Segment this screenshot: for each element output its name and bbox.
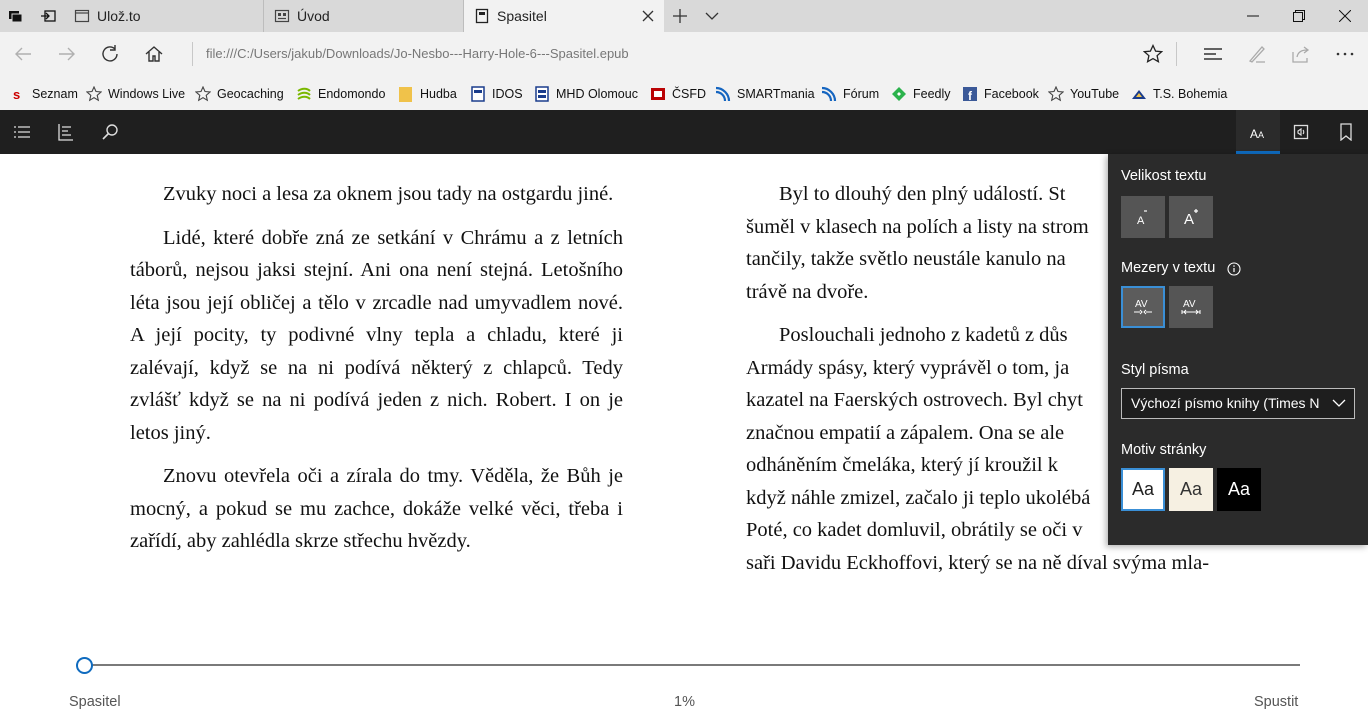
close-tab-icon[interactable] bbox=[640, 8, 656, 24]
mhd-icon bbox=[534, 86, 550, 102]
endomondo-icon bbox=[296, 86, 312, 102]
narrow-spacing-button[interactable] bbox=[1121, 286, 1165, 328]
decrease-text-size-button[interactable] bbox=[1121, 196, 1165, 238]
feedly-icon bbox=[891, 86, 907, 102]
smartmania-icon bbox=[715, 86, 731, 102]
svg-text:AV: AV bbox=[1135, 299, 1148, 310]
favorite-forum[interactable]: Fórum bbox=[821, 85, 879, 103]
favorite-youtube[interactable]: YouTube bbox=[1048, 85, 1119, 103]
theme-dark-button[interactable]: Aa bbox=[1217, 468, 1261, 511]
tab-uvod[interactable] bbox=[264, 0, 464, 32]
facebook-icon bbox=[962, 86, 978, 102]
text-line: trávě na dvoře. bbox=[746, 280, 869, 303]
favorite-button[interactable] bbox=[1138, 39, 1168, 69]
book-title-label: Spasitel bbox=[69, 694, 121, 710]
set-aside-tabs-icon[interactable] bbox=[40, 8, 56, 24]
close-window-button[interactable] bbox=[1322, 0, 1368, 32]
svg-text:A: A bbox=[1250, 127, 1259, 141]
favorite-geocaching[interactable]: Geocaching bbox=[195, 85, 284, 103]
text-spacing-heading: Mezery v textu bbox=[1121, 260, 1216, 276]
smartmania-icon bbox=[821, 86, 837, 102]
svg-text:A: A bbox=[1184, 211, 1195, 228]
spacing-narrow-icon bbox=[1131, 295, 1155, 319]
forward-arrow-icon bbox=[57, 44, 77, 64]
paragraph: Lidé, které dobře zná ze setkání v Chrámu a z letních táborů, nejsou jaksi stejní. Ani ona není stejná. Letošního léta jsou její obličej a tělo v zrcadle nad umyvadlem nové. A její pocity, ty podivné vlny tepla a chladu, které ji zalévají, když se na ni podívá některý z chlapců. Tedy zvlášť když se na ni podívá jeden z nich. Robert. I on je letos jiný. bbox=[130, 226, 623, 444]
text-line: Byl to dlouhý den plný událostí. St bbox=[779, 183, 1066, 205]
reading-options-panel bbox=[1108, 154, 1368, 545]
folder-icon bbox=[398, 86, 414, 102]
favorite-ts-bohemia[interactable]: T.S. Bohemia bbox=[1131, 85, 1227, 103]
text-decrease-icon bbox=[1131, 205, 1155, 229]
left-column bbox=[130, 178, 623, 569]
spacing-wide-icon bbox=[1179, 295, 1203, 319]
author-label: Spustit bbox=[1254, 694, 1299, 710]
minimize-icon bbox=[1247, 10, 1259, 22]
favorite-endomondo[interactable]: Endomondo bbox=[296, 85, 385, 103]
info-icon[interactable] bbox=[1227, 262, 1241, 276]
address-input[interactable]: file:///C:/Users/jakub/Downloads/Jo-Nesbo---Harry-Hole-6---Spasitel.epub bbox=[206, 46, 629, 61]
hub-icon bbox=[1203, 44, 1223, 64]
theme-light-button[interactable]: Aa bbox=[1121, 468, 1165, 511]
text-increase-icon bbox=[1179, 205, 1203, 229]
forward-button[interactable] bbox=[52, 39, 82, 69]
text-line: Poté, co kadet domluvil, obrátily se oči v bbox=[746, 519, 1083, 541]
list-icon bbox=[13, 123, 31, 141]
svg-text:s: s bbox=[13, 87, 21, 102]
text-line: tančily, takže světlo neustále kanulo na bbox=[746, 248, 1066, 270]
refresh-button[interactable] bbox=[95, 39, 125, 69]
favorite-seznam[interactable]: s Seznam bbox=[10, 85, 78, 103]
progress-percent: 1% bbox=[674, 694, 695, 710]
text-line: Armády spásy, který vyprávěl o tom, ja bbox=[746, 356, 1070, 379]
csfd-icon bbox=[650, 86, 666, 102]
favorite-facebook[interactable]: f Facebook bbox=[962, 85, 1039, 103]
increase-text-size-button[interactable] bbox=[1169, 196, 1213, 238]
chevron-down-icon[interactable] bbox=[704, 8, 720, 24]
tab-title: Spasitel bbox=[497, 8, 547, 24]
progress-slider-handle[interactable] bbox=[76, 657, 93, 674]
refresh-icon bbox=[100, 44, 120, 64]
progress-track[interactable] bbox=[78, 664, 1300, 666]
new-tab-icon[interactable] bbox=[672, 8, 688, 24]
restore-icon bbox=[1293, 10, 1305, 22]
tab-strip bbox=[0, 0, 1368, 32]
favorite-csfd[interactable]: ČSFD bbox=[650, 85, 706, 103]
reader-icon bbox=[274, 8, 290, 24]
idos-icon bbox=[470, 86, 486, 102]
divider bbox=[1176, 42, 1177, 66]
favorite-windows-live[interactable]: Windows Live bbox=[86, 85, 185, 103]
paragraph: Znovu otevřela oči a zírala do tmy. Věděla, že Bůh je mocný, a pokud se mu zachce, dokáže velké věci, třeba i zařídí, aby zahlédla skrze střechu hvězdy. bbox=[130, 465, 623, 552]
text-line: odháněním čmeláka, který jí kroužil k bbox=[746, 454, 1058, 476]
font-style-heading: Styl písma bbox=[1121, 362, 1189, 378]
read-aloud-button[interactable] bbox=[1280, 110, 1324, 154]
tab-ulozto[interactable] bbox=[64, 0, 264, 32]
text-line: saři Davidu Eckhoffovi, který se na ně díval svýma mla- bbox=[746, 551, 1210, 574]
tab-preview-icon[interactable] bbox=[8, 8, 24, 24]
minimize-button[interactable] bbox=[1230, 0, 1276, 32]
favorites-bar bbox=[0, 76, 1368, 110]
favorite-mhd-olomouc[interactable]: MHD Olomouc bbox=[534, 85, 638, 103]
share-icon bbox=[1291, 44, 1311, 64]
star-outline-icon bbox=[195, 86, 211, 102]
reader-toolbar bbox=[0, 110, 1368, 154]
theme-sepia-button[interactable]: Aa bbox=[1169, 468, 1213, 511]
page-theme-heading: Motiv stránky bbox=[1121, 442, 1207, 458]
text-options-button[interactable] bbox=[1236, 110, 1280, 154]
back-arrow-icon bbox=[13, 44, 33, 64]
text-line: Poslouchali jednoho z kadetů z důs bbox=[779, 324, 1068, 346]
font-style-value: Výchozí písmo knihy (Times N bbox=[1131, 395, 1320, 411]
close-icon bbox=[1339, 10, 1351, 22]
text-line: značnou empatií a zápalem. Ona se ale bbox=[746, 421, 1065, 444]
tab-title: Úvod bbox=[297, 8, 330, 24]
star-icon bbox=[1143, 44, 1163, 64]
paragraph: Zvuky noci a lesa za oknem jsou tady na ostgardu jiné. bbox=[163, 183, 614, 205]
text-line: když náhle zmizel, začalo ji teplo ukolébá bbox=[746, 486, 1091, 509]
svg-text:A: A bbox=[1258, 130, 1265, 140]
search-button[interactable] bbox=[88, 110, 132, 154]
more-button[interactable] bbox=[1330, 39, 1360, 69]
favorite-hudba[interactable]: Hudba bbox=[398, 85, 457, 103]
favorite-feedly[interactable]: Feedly bbox=[891, 85, 951, 103]
seznam-icon bbox=[10, 86, 26, 102]
font-style-select[interactable] bbox=[1121, 388, 1355, 419]
text-size-icon bbox=[1249, 123, 1267, 141]
navigation-bar bbox=[0, 32, 1368, 76]
svg-text:f: f bbox=[968, 89, 972, 102]
contents-button[interactable] bbox=[0, 110, 44, 154]
star-outline-icon bbox=[1048, 86, 1064, 102]
svg-text:A: A bbox=[1137, 215, 1145, 227]
add-bookmark-button[interactable] bbox=[1324, 110, 1368, 154]
wide-spacing-button[interactable] bbox=[1169, 286, 1213, 328]
favorite-smartmania[interactable]: SMARTmania bbox=[715, 85, 815, 103]
hub-button[interactable] bbox=[1198, 39, 1228, 69]
text-size-heading: Velikost textu bbox=[1121, 168, 1207, 184]
restore-button[interactable] bbox=[1276, 0, 1322, 32]
pen-icon bbox=[1247, 44, 1267, 64]
home-button[interactable] bbox=[139, 39, 169, 69]
bookmarks-icon bbox=[57, 123, 75, 141]
book-icon bbox=[474, 8, 490, 24]
text-line: šuměl v klasech na polích a listy na strom bbox=[746, 215, 1089, 238]
tsbohemia-icon bbox=[1131, 86, 1147, 102]
page-icon bbox=[74, 8, 90, 24]
favorite-idos[interactable]: IDOS bbox=[470, 85, 523, 103]
more-icon bbox=[1335, 44, 1355, 64]
web-note-button[interactable] bbox=[1242, 39, 1272, 69]
text-line: kazatel na Faerských ostrovech. Byl chyt bbox=[746, 389, 1083, 411]
star-outline-icon bbox=[86, 86, 102, 102]
home-icon bbox=[144, 44, 164, 64]
bookmark-icon bbox=[1337, 123, 1355, 141]
share-button[interactable] bbox=[1286, 39, 1316, 69]
tab-title: Ulož.to bbox=[97, 8, 141, 24]
read-aloud-icon bbox=[1293, 123, 1311, 141]
svg-text:AV: AV bbox=[1183, 299, 1196, 310]
tab-spasitel[interactable] bbox=[464, 0, 664, 32]
search-icon bbox=[101, 123, 119, 141]
back-button[interactable] bbox=[8, 39, 38, 69]
bookmarks-list-button[interactable] bbox=[44, 110, 88, 154]
divider bbox=[192, 42, 193, 66]
chevron-down-icon bbox=[1332, 398, 1346, 408]
